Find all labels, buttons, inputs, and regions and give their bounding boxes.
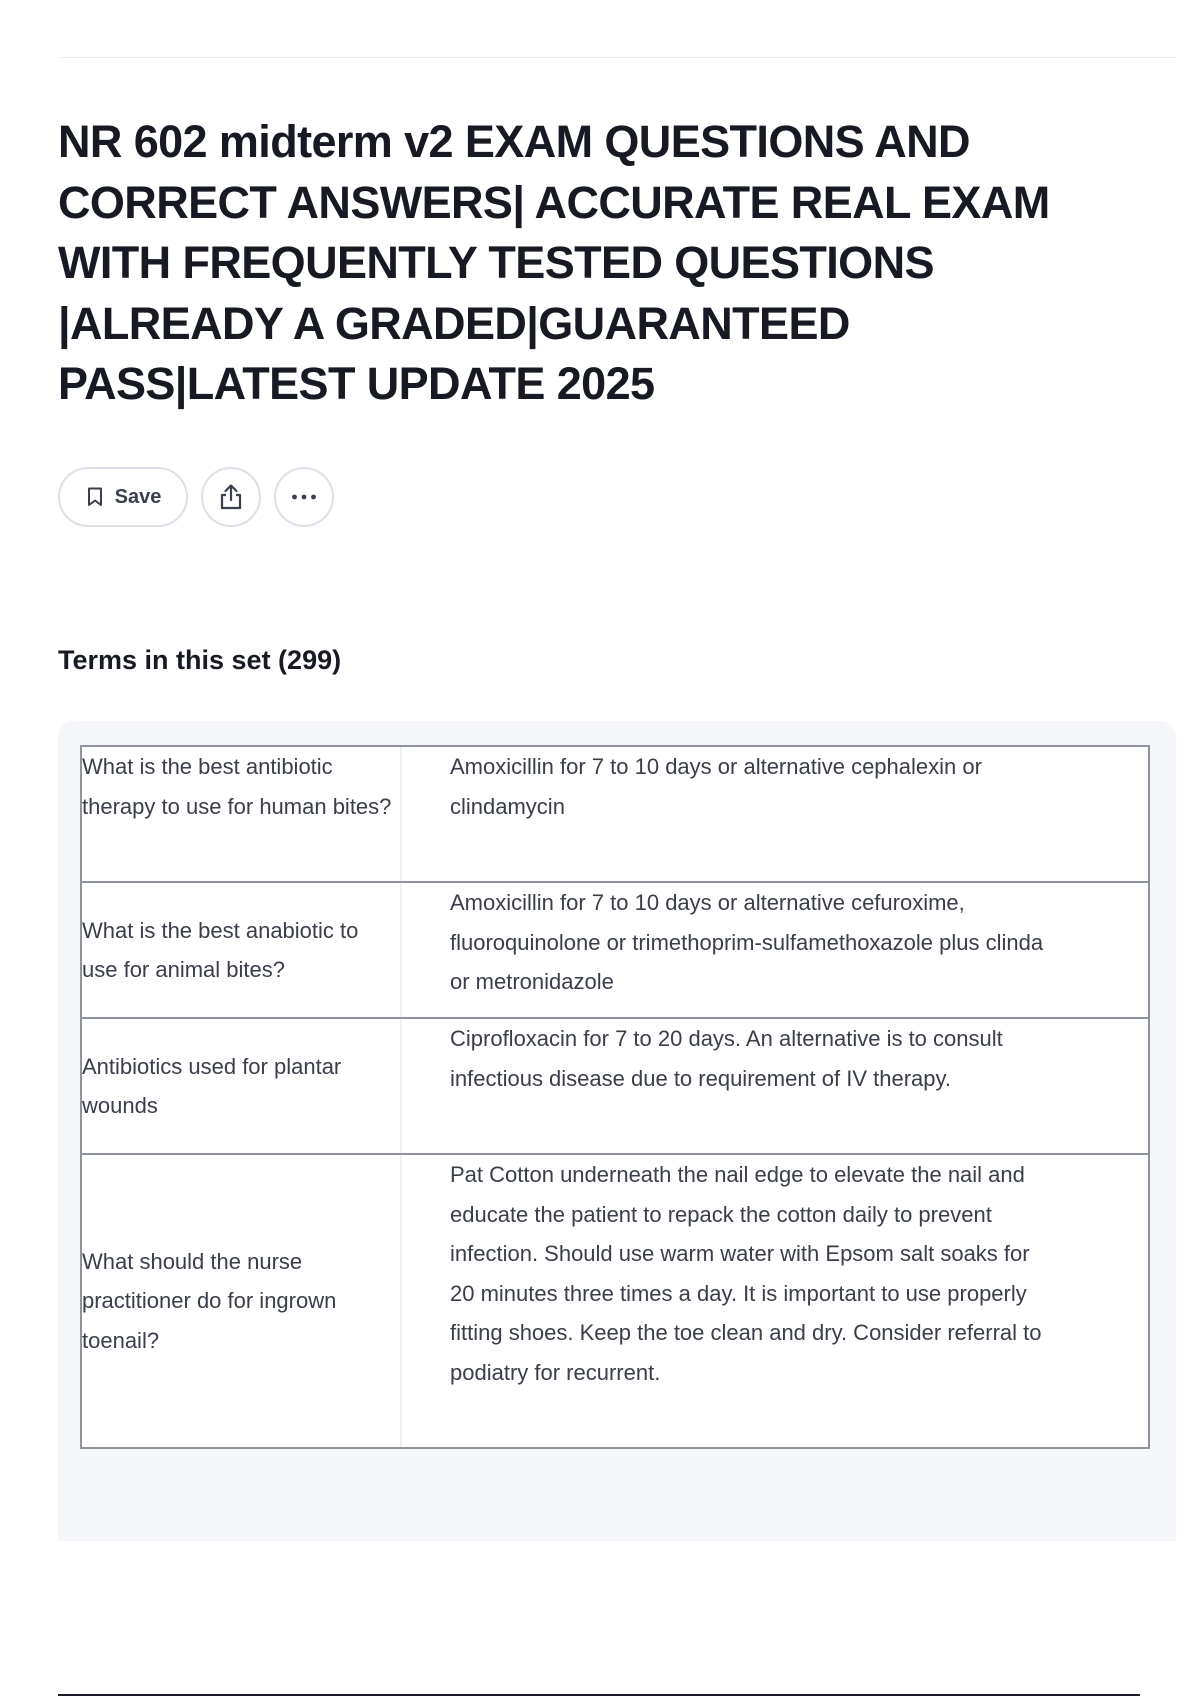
term-card[interactable] <box>80 1153 1150 1449</box>
terms-panel <box>58 721 1176 1541</box>
terms-list <box>80 745 1150 1447</box>
terms-heading: Terms in this set (299) <box>58 645 342 675</box>
term-text: What is the best anabiotic to use for animal bites? <box>82 883 402 1017</box>
term-card[interactable] <box>80 1017 1150 1155</box>
top-divider <box>58 57 1176 58</box>
bookmark-icon <box>87 487 103 507</box>
term-card[interactable] <box>80 745 1150 883</box>
share-icon <box>218 483 244 511</box>
bottom-divider <box>58 1694 1140 1696</box>
more-button[interactable] <box>274 467 334 527</box>
definition-text: Ciprofloxacin for 7 to 20 days. An alternative is to consult infectious disease due to requirement of IV therapy. <box>450 1026 1003 1091</box>
term-card[interactable] <box>80 881 1150 1019</box>
save-button[interactable] <box>58 467 188 527</box>
share-button[interactable] <box>201 467 261 527</box>
more-icon <box>291 494 317 500</box>
definition-text: Amoxicillin for 7 to 10 days or alternative cefuroxime, fluoroquinolone or trimethoprim-sulfamethoxazole plus clinda or metronidazole <box>450 890 1044 994</box>
save-button-label: Save <box>114 485 162 508</box>
definition-text: Pat Cotton underneath the nail edge to elevate the nail and educate the patient to repack the cotton daily to prevent infection. Should use warm water with Epsom salt soaks for 20 minutes three times a day. It is important to use properly fitting shoes. Keep the toe clean and dry. Consider referral to podiatry for recurrent. <box>450 1162 1042 1385</box>
term-text: What is the best antibiotic therapy to use for human bites? <box>82 747 402 881</box>
definition-text: Amoxicillin for 7 to 10 days or alternative cephalexin or clindamycin <box>450 754 982 819</box>
action-bar <box>58 467 334 527</box>
term-text: What should the nurse practitioner do for ingrown toenail? <box>82 1155 402 1447</box>
term-text: Antibiotics used for plantar wounds <box>82 1019 402 1153</box>
page-title: NR 602 midterm v2 EXAM QUESTIONS AND CORRECT ANSWERS| ACCURATE REAL EXAM WITH FREQUENTLY TESTED QUESTIONS |ALREADY A GRADED|GUARANTEED PASS|LATEST UPDATE 2025 <box>58 116 1050 409</box>
